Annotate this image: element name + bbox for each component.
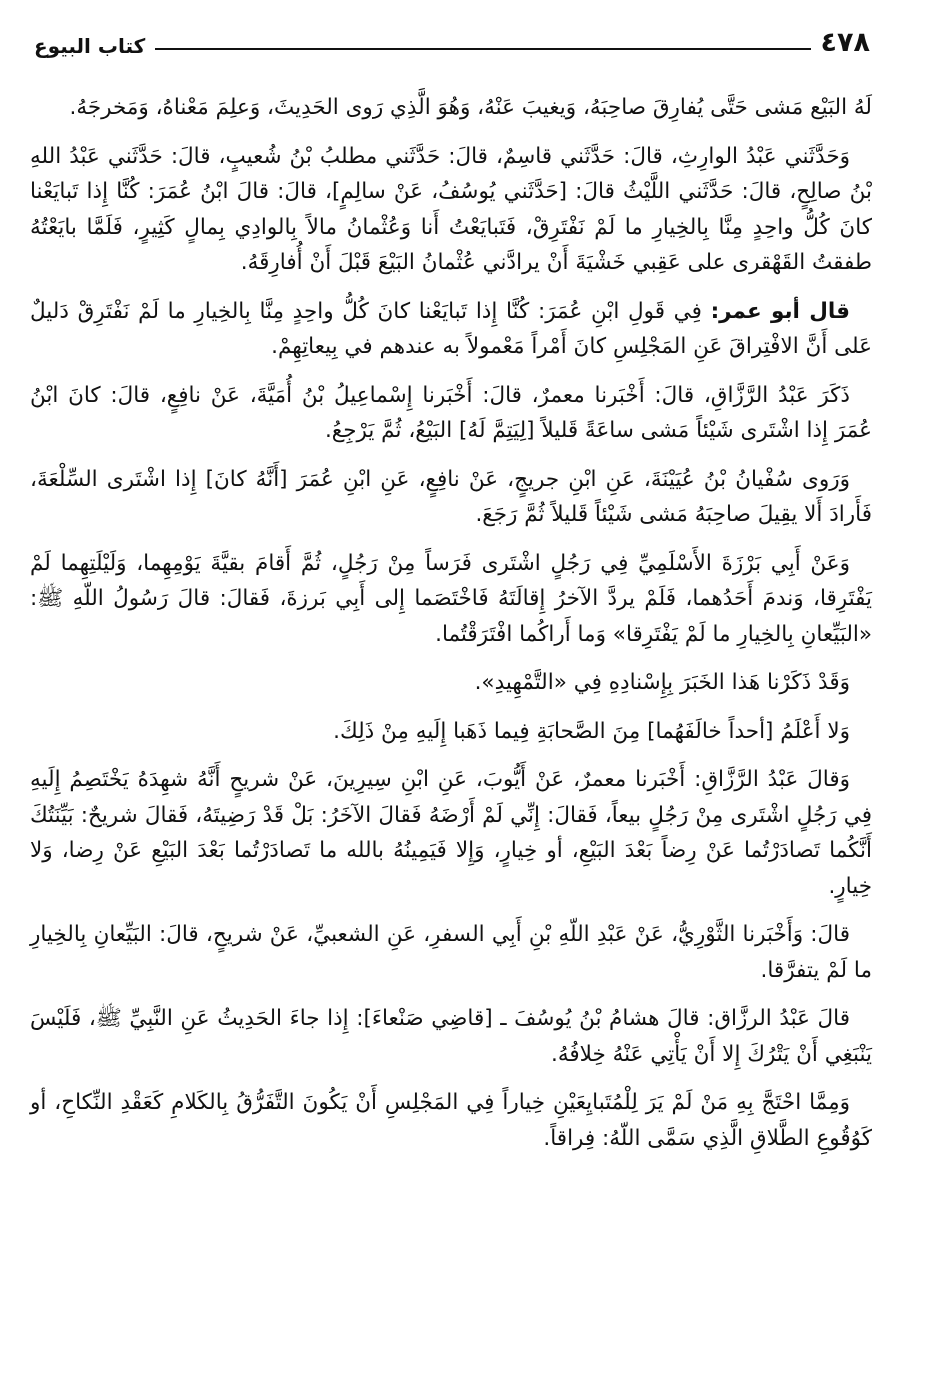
paragraph bbox=[30, 762, 872, 904]
paragraph-text: وَرَوى سُفْيانُ بْنُ عُيَيْنَةَ، عَنِ ابْنِ جريجٍ، عَنْ نافِعٍ، عَنِ ابْنِ عُمَرَ [أَنَّهُ كانَ] إِذا اشْتَرى السِّلْعَةَ، فَأَرادَ أَلا يقِيلَ صاحِبَهُ مَشى شَيْئاً قَليلاً ثُمَّ رَجَعَ. bbox=[30, 466, 872, 527]
body-text bbox=[30, 90, 872, 1156]
paragraph-text: لَهُ البَيْع مَشى حَتَّى يُفارِقَ صاحِبَهُ، وَيغيبَ عَنْهُ، وَهُوَ الَّذِي رَوى الحَدِيثَ، وَعلِمَ مَعْناهُ، وَمَخرجَهُ. bbox=[69, 95, 872, 120]
book-title: كتاب البيوع bbox=[34, 34, 146, 58]
paragraph bbox=[30, 90, 872, 126]
paragraph-text: وَلا أَعْلَمُ [أحداً خالَفَهُما] مِنَ الصَّحابَةِ فِيما ذَهَبا إِلَيهِ مِنْ ذَلِكَ. bbox=[333, 718, 850, 744]
page-number: ٤٧٨ bbox=[820, 27, 870, 58]
paragraph-text: وَمِمَّا احْتَجَّ بِهِ مَنْ لَمْ يَرَ لِلْمُتَبايِعَيْنِ خِياراً فِي المَجْلِسِ أَنْ يَكُونَ التَّفَرُّقُ بِالكَلامِ كَعَقْدِ النِّكاحِ، أو كَوُقُوعِ الطَّلاقِ الَّذِي سَمَّى اللّهُ: فِراقاً. bbox=[30, 1090, 872, 1151]
paragraph bbox=[30, 546, 872, 653]
paragraph-text: قالَ عَبْدُ الرزَّاق: قالَ هشامُ بْنُ يُوسُفَ ـ [قاضِي صَنْعاءَ]: إِذا جاءَ الحَدِيثُ عَنِ النَّبِيِّ ﷺ، فَلَيْسَ يَنْبَغِي أَنْ يَتْرُكَ إِلا أَنْ يَأْتِي عَنْهُ خِلافُهُ. bbox=[30, 1006, 872, 1067]
paragraph bbox=[30, 1001, 872, 1072]
paragraph-text: ذَكَرَ عَبْدُ الرَّزَّاقِ، قالَ: أَخْبَرنا معمرٌ، قالَ: أَخْبَرنا إِسْماعِيلُ بْنُ أُمَيَّةَ، عَنْ نافِعٍ، قالَ: كانَ ابْنُ عُمَرَ إِذا اشْتَرى شَيْئاً مَشى ساعَةً قَليلاً [لِيَتِمَّ لَهُ] البَيْعُ، ثُمَّ يَرْجِعُ. bbox=[30, 382, 872, 443]
paragraph-text: قالَ: وَأَخْبَرنا الثَّوْرِيُّ، عَنْ عَبْدِ اللّهِ بْنِ أَبِي السفرِ، عَنِ الشعبيِّ، عَنْ شريحٍ، قالَ: البَيِّعانِ بِالخِيارِ ما لَمْ يتفرَّقا. bbox=[30, 922, 872, 983]
paragraph bbox=[30, 1085, 872, 1156]
paragraph-text: فِي قَولِ ابْنِ عُمَرَ: كُنَّا إِذا تَبايَعْنا كانَ كُلُّ واحِدٍ مِنَّا بِالخِيارِ ما لَمْ نَفْتَرِقْ دَليلٌ عَلى أَنَّ الافْتِراقَ عَنِ المَجْلِسِ كانَ أَمْراً مَعْمولاً به عندهم في بِيعاتِهِمْ. bbox=[30, 298, 872, 359]
paragraph bbox=[30, 665, 872, 701]
paragraph bbox=[30, 917, 872, 988]
paragraph bbox=[30, 462, 872, 533]
paragraph-text: وَقَدْ ذَكَرْنا هَذا الخَبَرَ بِإِسْنادِهِ فِي «التَّمْهِيدِ». bbox=[474, 670, 850, 695]
paragraph-text: وَحَدَّثَني عَبْدُ الوارِثِ، قالَ: حَدَّثَني قاسِمٌ، قالَ: حَدَّثَني مطلبُ بْنُ شُعيبٍ، قالَ: حَدَّثَني عَبْدُ اللهِ بْنُ صالِحٍ، قالَ: حَدَّثَني اللَّيْثُ قالَ: [حَدَّثَني يُوسُفُ، عَنْ سالِمٍ]، قالَ: قالَ ابْنُ عُمَرَ: كُنَّا إِذا تَبايَعْنا كانَ كُلُّ واحِدٍ مِنَّا بِالخِيارِ ما لَمْ نَفْتَرِقْ، فَتَبايَعْتُ أَنا وَعُثْمانُ مالاً بِالوادِي بِمالٍ كَثِيرٍ، فَلَمَّا بايَعْتُهُ طفقتُ القَهْقرى على عَقِبي خَشْيَةَ أَنْ يرادَّني عُثْمانُ البَيْعَ قَبْلَ أَنْ أُفارِقَهُ. bbox=[30, 143, 872, 275]
paragraph-text: وَقالَ عَبْدُ الرَّزَّاقِ: أَخْبَرنا معمرٌ، عَنْ أَيُّوبَ، عَنِ ابْنِ سِيرِينَ، عَنْ شريحٍ أَنَّهُ شهِدَهُ يَخْتَصِمُ إِلَيهِ فِي رَجُلٍ اشْتَرى مِنْ رَجُلٍ بيعاً، فَقالَ: إِنِّي لَمْ أَرْضَهُ فَقالَ الآخَرُ: بَلْ قَدْ رَضِيتَهُ، فَقالَ شريحٌ: بَيِّنَتُكَ أَنَّكُما تَصادَرْتُما عَنْ رِضاً بَعْدَ البَيْعِ، أو خِيارٍ، وَإِلا فَيَمِينُهُ بالله ما تَصادَرْتُما بَعْدَ البَيْعِ عَنْ رِضا، وَلا خِيارٍ. bbox=[30, 767, 872, 899]
paragraph-text: وَعَنْ أَبِي بَرْزَةَ الأَسْلَمِيِّ فِي رَجُلٍ اشْتَرى فَرَساً مِنْ رَجُلٍ، ثُمَّ أَقامَ بقيَّةَ يَوْمِهِما، وَلَيْلَتِهِما لَمْ يَفْتَرِقا، وَندمَ أَحَدُهما، فَلَمْ يردَّ الآخرُ إِقالَتَهُ فَاخْتَصَما إِلى أَبِي بَرزةَ، فَقالَ: قالَ رَسُولُ اللّهِ ﷺ: «البَيِّعانِ بِالخِيارِ ما لَمْ يَفْتَرِقا» وَما أَراكُما افْتَرَقْتُما. bbox=[30, 550, 872, 647]
speaker-label: قال أبو عمر: bbox=[710, 298, 851, 324]
header-rule bbox=[155, 48, 810, 50]
running-header bbox=[30, 22, 872, 60]
paragraph bbox=[30, 714, 872, 750]
paragraph bbox=[30, 139, 872, 281]
book-page bbox=[30, 22, 872, 1362]
paragraph bbox=[30, 378, 872, 449]
paragraph bbox=[30, 294, 872, 365]
